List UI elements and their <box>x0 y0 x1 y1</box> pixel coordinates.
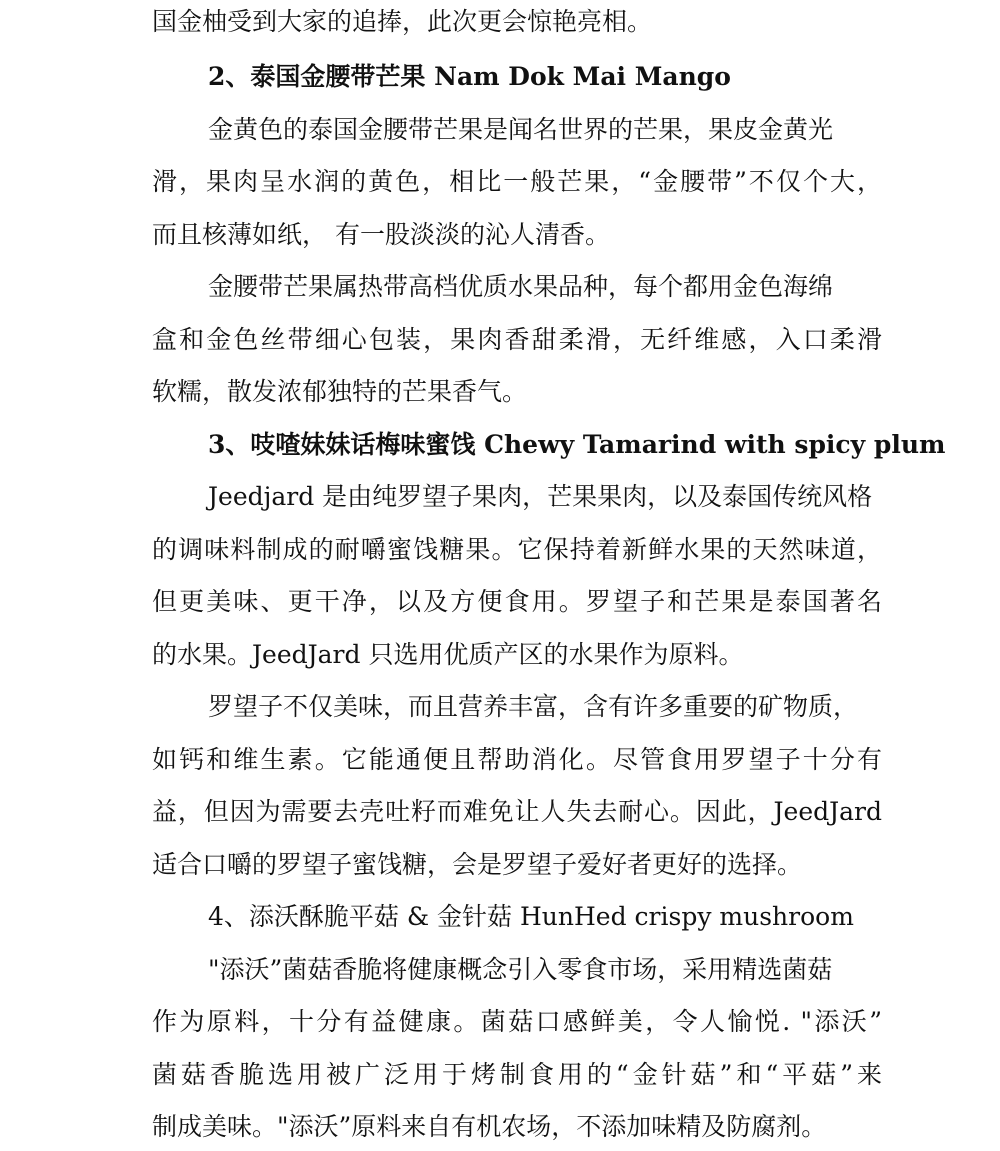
paragraph-line: 作为原料，十分有益健康。菌菇口感鲜美，令人愉悦. "添沃” <box>152 1007 882 1036</box>
paragraph-line: 益，但因为需要去壳吐籽而难免让人失去耐心。因此，JeedJard <box>152 797 882 826</box>
paragraph-line: 国金柚受到大家的追捧，此次更会惊艳亮相。 <box>152 7 653 36</box>
section-heading-mushroom: 4、添沃酥脆平菇 & 金针菇 HunHed crispy mushroom <box>208 902 854 931</box>
paragraph-line: 滑，果肉呈水润的黄色，相比一般芒果，“金腰带”不仅个大， <box>152 167 882 196</box>
paragraph-line: "添沃”菌菇香脆将健康概念引入零食市场，采用精选菌菇 <box>208 955 833 984</box>
section-heading-mango: 2、泰国金腰带芒果 Nam Dok Mai Mango <box>208 62 731 91</box>
paragraph-line: 的水果。JeedJard 只选用优质产区的水果作为原料。 <box>152 640 744 669</box>
paragraph-line: 罗望子不仅美味，而且营养丰富，含有许多重要的矿物质， <box>208 692 859 721</box>
paragraph-line: 而且核薄如纸， 有一股淡淡的沁人清香。 <box>152 220 610 249</box>
paragraph-line: Jeedjard 是由纯罗望子果肉，芒果果肉，以及泰国传统风格 <box>208 482 873 511</box>
paragraph-line: 制成美味。"添沃”原料来自有机农场，不添加味精及防腐剂。 <box>152 1112 827 1141</box>
paragraph-line: 盒和金色丝带细心包装，果肉香甜柔滑，无纤维感，入口柔滑 <box>152 325 882 354</box>
paragraph-line: 菌菇香脆选用被广泛用于烤制食用的“金针菇”和“平菇”来 <box>152 1060 882 1089</box>
paragraph-line: 的调味料制成的耐嚼蜜饯糖果。它保持着新鲜水果的天然味道， <box>152 535 882 564</box>
paragraph-line: 如钙和维生素。它能通便且帮助消化。尽管食用罗望子十分有 <box>152 745 882 774</box>
paragraph-line: 适合口嚼的罗望子蜜饯糖，会是罗望子爱好者更好的选择。 <box>152 850 803 879</box>
section-heading-tamarind: 3、吱喳妹妹话梅味蜜饯 Chewy Tamarind with spicy plum <box>208 430 946 459</box>
paragraph-line: 金黄色的泰国金腰带芒果是闻名世界的芒果，果皮金黄光 <box>208 115 834 144</box>
paragraph-line: 软糯，散发浓郁独特的芒果香气。 <box>152 377 528 406</box>
paragraph-line: 金腰带芒果属热带高档优质水果品种，每个都用金色海绵 <box>208 272 834 301</box>
paragraph-line: 但更美味、更干净，以及方便食用。罗望子和芒果是泰国著名 <box>152 587 882 616</box>
